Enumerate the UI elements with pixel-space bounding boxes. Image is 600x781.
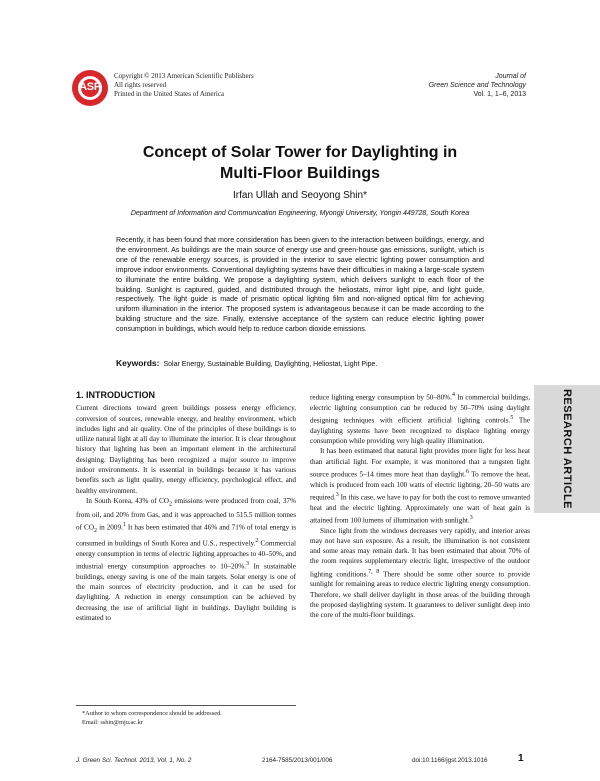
corresponding-author-footnote	[76, 705, 296, 727]
intro-paragraph-4: It has been estimated that natural light provides more light for less heat than artificial light. For example, it was monitored that a tungsten light source produces 5–14 times more heat than daylight.$^6$ To remove the heat, which is produced from each 100 watts of electric lighting, 20–50 watts are required.$^3$ In this case, we have to pay for both the cost to remove unwanted heat and the electric lighting. Approximately one watt of heat gain is attained from 100 lumens of illumination with sunlight.$^3$	[310, 447, 530, 525]
journal-name: Green Science and Technology	[428, 82, 526, 89]
intro-paragraph-5: Since light from the windows decreases very rapidly, and interior areas may not have sun exposure. As a result, the illumination is not consistent and some areas may remain dark. It has been estimated that about 70% of the room requires supplementary electric light, irrespective of the outdoor lighting conditions.$^{7, 8}$ There should be some other source to provide sunlight for remaining areas to reduce electric lighting energy consumption. Therefore, we shall deliver daylight in those areas of the building through the proposed daylighting system. It guarantees to deliver sunlight deep into the core of the multi-floor buildings.	[310, 526, 531, 620]
citation-ref: 3	[246, 561, 250, 568]
intro-paragraph-2: In South Korea, 43% of $CO_2$ emissions were produced from coal, 37% from oil, and 20% from Gas, and it was approached to 515.5 million tonnes of $CO_2$ in 2009.$^1$ It has been estimated that 46% and 71% of total energy is consumed in buildings of South Korea and U.S., respectively.$^2$ Commercial energy consumption in terms of electric lighting approaches to 40–50%, and industrial energy consumption approaches to 10–20%.$^3$ In sustainable buildings, energy saving is one of the main targets. Solar energy is one of the main sources of electricity production, and it can be used for daylighting. A reduction in energy consumption can be achieved by decreasing the use of artificial light in buildings. Daylight building is estimated to	[76, 496, 297, 622]
rights-line: All rights reserved	[114, 81, 167, 89]
left-column	[76, 390, 296, 623]
page-number: 1	[518, 753, 524, 764]
abstract: Recently, it has been found that more consideration has been given to the interaction between buildings, energy, and the environment. As buildings are the main source of energy use and green-house gas emissions, sunlight, which is one of the renewable energy sources, is provided in the interior to save electric lighting power consumption and improve indoor environments. Conventional daylighting systems have their difficulties in making a large-scale system to illuminate the entire building. We propose a daylighting system, which delivers sunlight to each floor of the building. Sunlight is captured, guided, and distributed through the heliostats, mirror light pipe, and light guide, respectively. The light guide is made of prismatic optical lighting film and non-aligned optical film for achieving uniform illumination in the interior. The proposed system is advantageous because it can be made according to the building structure and the size. Finally, extensive acceptance of the system can reduce electric lighting power consumption in buildings, which would help to reduce carbon dioxide emissions.	[116, 236, 484, 334]
footnote-email: Email: sshin@mju.ac.kr	[82, 718, 143, 726]
journal-of: Journal of	[495, 73, 526, 80]
citation-ref: 7, 8	[368, 568, 380, 575]
publisher-header	[72, 70, 254, 106]
authors: Irfan Ullah and Seoyong Shin*	[233, 190, 367, 201]
citation-ref: 4	[451, 392, 455, 398]
citation-ref: 2	[255, 538, 259, 545]
citation-ref: 5	[510, 414, 514, 421]
asp-logo	[72, 70, 108, 106]
footer-doi: doi:10.1166/jgst.2013.1016	[412, 757, 488, 764]
citation-ref: 1	[122, 522, 126, 528]
citation-ref: 3	[335, 491, 339, 498]
research-article-tab	[534, 385, 600, 513]
keywords-list: Solar Energy, Sustainable Building, Daylighting, Heliostat, Light Pipe.	[163, 361, 378, 368]
keywords	[116, 358, 484, 368]
title-line-1: Concept of Solar Tower for Daylighting in	[142, 144, 458, 161]
title-line-2: Multi-Floor Buildings	[220, 165, 380, 182]
intro-paragraph-3: reduce lighting energy consumption by 50–80%.$^4$ In commercial buildings, electric lighting consumption can be reduced by 50–70% using daylight designing techniques with efficient artificial lighting controls.$^5$ The daylighting systems have been recognized to displace lighting energy consumption while providing very high quality illumination.	[310, 392, 531, 445]
footnote-author: *Author to whom correspondence should be addressed.	[82, 710, 222, 717]
research-article-label: RESEARCH ARTICLE	[561, 388, 573, 510]
printed-line: Printed in the United States of America	[114, 90, 225, 98]
keywords-label: Keywords:	[116, 358, 160, 368]
footer-journal-citation: J. Green Sci. Technol. 2013, Vol. 1, No. 2	[76, 757, 192, 764]
footer-issn: 2164-7585/2013/001/006	[262, 757, 333, 764]
affiliation: Department of Information and Communication Engineering, Myongji University, Yongin 449728, South Korea	[130, 210, 470, 217]
asp-logo-text: ASP	[79, 81, 101, 93]
citation-ref: 6	[465, 468, 469, 475]
right-column	[310, 390, 530, 621]
journal-volume: Vol. 1, 1–6, 2013	[473, 91, 526, 98]
intro-paragraph-1: Current directions toward green buildings possess energy efficiency, conversion of sources, renewable energy, and healthy environment, which includes light and air quality. One of the principles of these buildings is to utilize natural light at all day to illuminate the interior. It is clear throughout history that lighting has been an important element in the architectural designing. Daylighting has been recognized a major source to improve indoor environments. It is essential in buildings because it has various benefits such as light quality, energy efficiency, psychological effect, and healthy environment.	[76, 404, 296, 495]
citation-ref: 3	[469, 514, 473, 521]
journal-header	[429, 72, 526, 99]
section-heading-introduction: 1. INTRODUCTION	[76, 390, 156, 400]
copyright-line: Copyright © 2013 American Scientific Publishers	[114, 72, 254, 80]
copyright-block	[114, 72, 254, 99]
paper-title	[80, 142, 520, 184]
